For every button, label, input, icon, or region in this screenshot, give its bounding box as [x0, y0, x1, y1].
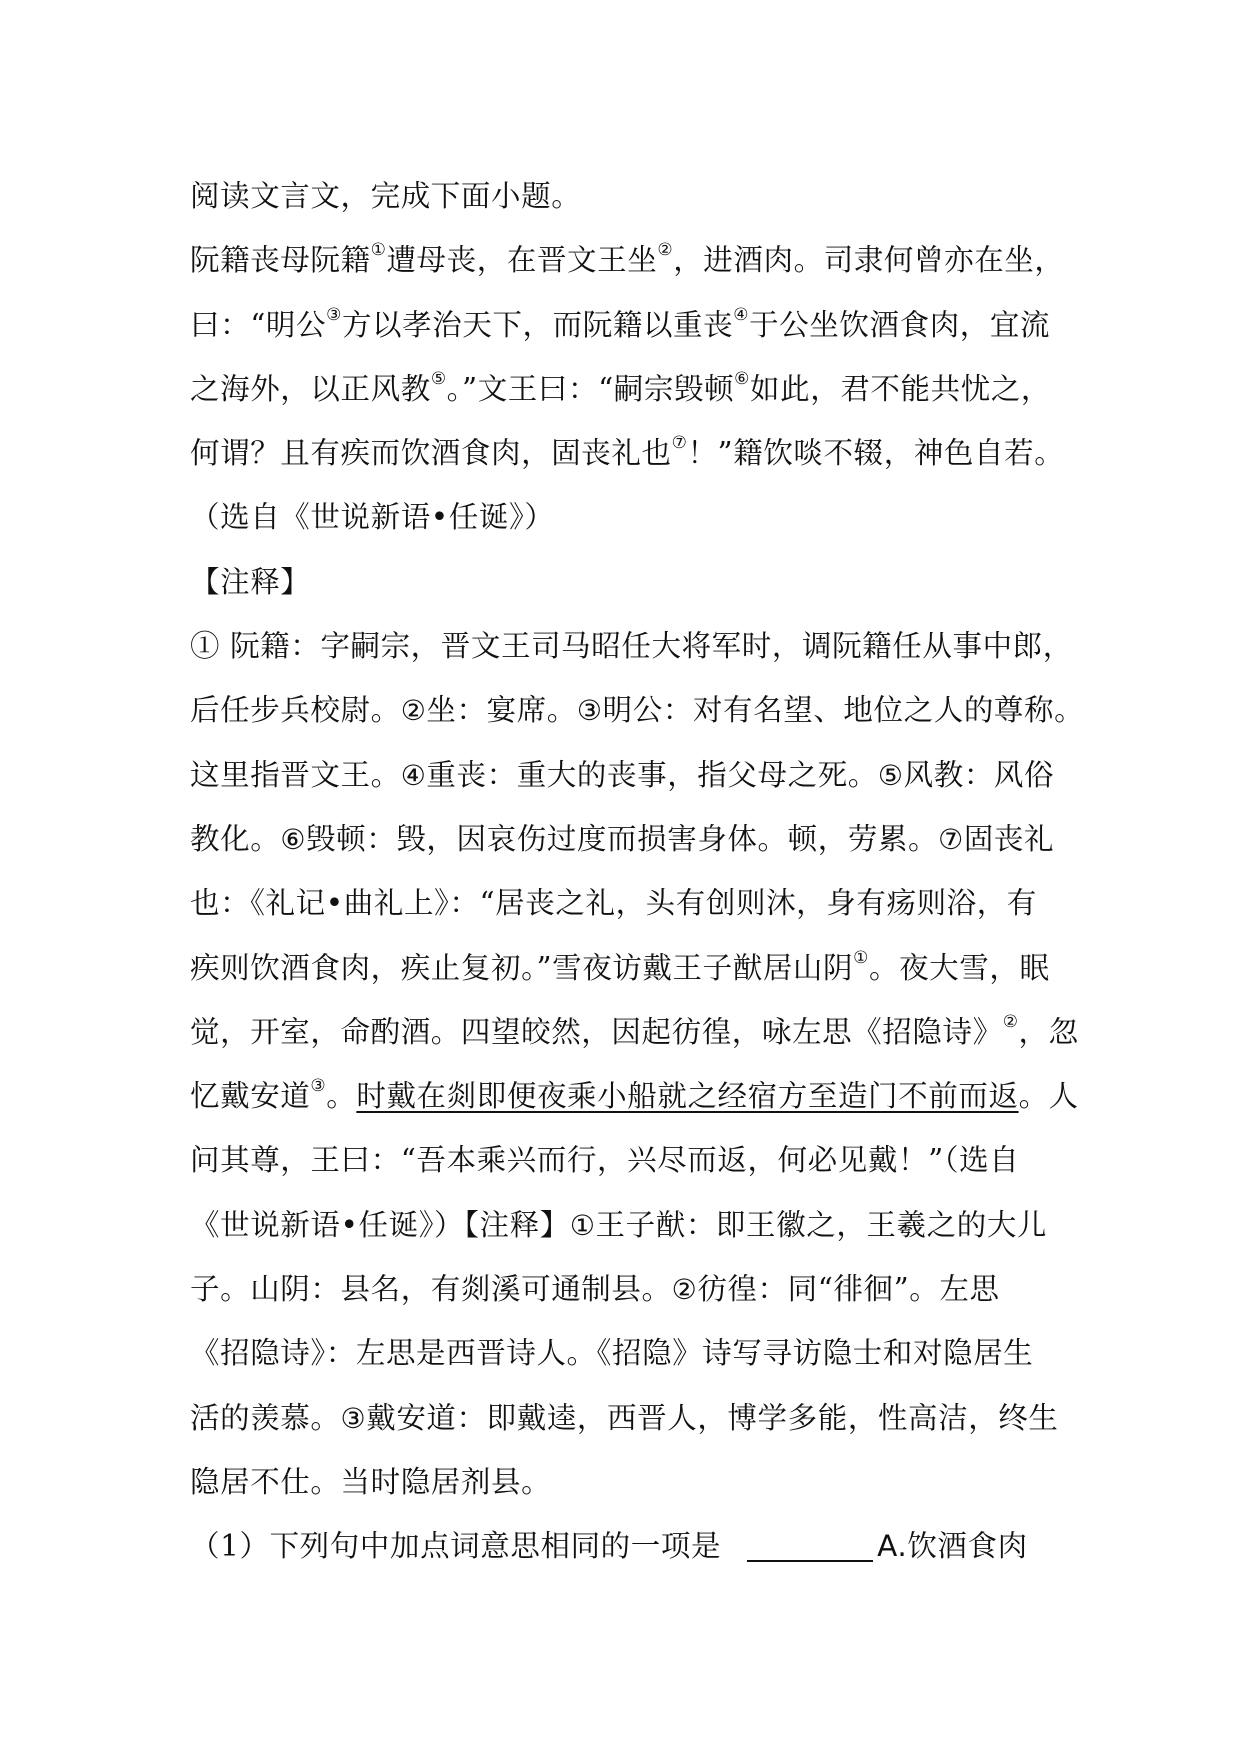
footnote-mark: ⑥ [734, 369, 751, 390]
text-run: 王子猷：即王徽之，王羲之的大儿 [595, 1207, 1048, 1242]
notes2-line-3 [190, 1386, 1062, 1450]
notes1-line-2 [190, 678, 1085, 742]
text-run: 遭母丧，在晋文王坐 [386, 243, 658, 278]
text-run: ！”籍饮啖不辍，神色自若。 [687, 436, 1065, 471]
text-run: 明公：对有名望、地位之人的尊称。 [602, 693, 1085, 728]
text-run: 《世说新语•任诞》）【注释】 [190, 1207, 570, 1242]
notes2-line-2 [190, 1321, 1062, 1385]
underlined-sentence: 时戴在剡即便夜乘小船就之经宿方至造门不前而返 [356, 1079, 1019, 1114]
text-run: 这里指晋文王。 [190, 757, 401, 792]
text-run: 之海外，以正风教 [190, 371, 431, 406]
source-citation: （选自《世说新语•任诞》） [190, 500, 555, 535]
text-run: 戴安道：即戴逵，西晋人，博学多能，性高洁，终生 [366, 1400, 1059, 1435]
text-run: 固丧礼 [963, 821, 1055, 856]
footnote-mark: ① [853, 947, 869, 968]
source-line [190, 485, 1062, 549]
passage1-line-1 [190, 228, 1065, 292]
text-run: 何谓？且有疾而饮酒食肉，固丧礼也 [190, 436, 672, 471]
notes-heading: 【注释】 [190, 564, 311, 599]
note-number: ① [569, 1208, 596, 1242]
text-run: 。 [326, 1079, 357, 1114]
option-text: 饮酒食肉 [907, 1529, 1028, 1564]
text-run: ，进酒肉。司隶何曾亦在坐， [673, 243, 1065, 278]
question-line [190, 1514, 1062, 1578]
note-number: ⑦ [938, 822, 964, 856]
text-run: ① 阮籍：字嗣宗，晋文王司马昭任大将军时，调阮籍任从事中郎， [190, 629, 1073, 664]
note-number: ② [400, 694, 427, 728]
notes2-line-4 [190, 1450, 1062, 1514]
text-run: 彷徨：同“徘徊”。左思 [697, 1272, 1000, 1307]
text-run: 教化。 [190, 821, 281, 856]
text-run: 后任步兵校尉。 [190, 693, 401, 728]
footnote-mark: ③ [326, 304, 342, 325]
text-run: 方以孝治天下，而阮籍以重丧 [341, 307, 734, 342]
text-run: 曰：“明公 [190, 307, 327, 342]
text-run: 。夜大雪，眠 [868, 950, 1050, 985]
answer-blank[interactable] [747, 1534, 873, 1562]
note-number: ⑤ [877, 758, 904, 792]
text-run: 子。山阴：县名，有剡溪可通制县。 [190, 1272, 672, 1307]
document-page [190, 164, 1085, 1579]
text-run: ，忽 [1018, 1014, 1079, 1049]
text-run: 也：《礼记•曲礼上》：“居丧之礼，头有创则沐，身有疡则浴，有 [190, 886, 1037, 921]
text-run: 隐居不仕。当时隐居剂县。 [190, 1464, 552, 1499]
passage2-line-1 [190, 1000, 1079, 1064]
text-run: 于公坐饮酒食肉，宜流 [749, 307, 1051, 342]
footnote-mark: ② [657, 240, 674, 261]
note-number: ④ [400, 758, 427, 792]
text-run: 忆戴安道 [190, 1079, 311, 1114]
text-run: 阮籍丧母阮籍 [190, 243, 371, 278]
notes1-line-5 [190, 871, 1062, 935]
notes1-line-6 [190, 936, 1062, 1000]
option-letter: A. [877, 1529, 908, 1564]
notes2-line-1 [190, 1257, 1062, 1321]
text-run: 重丧：重大的丧事，指父母之死。 [426, 757, 878, 792]
question-stem: （1）下列句中加点词意思相同的一项是 [190, 1529, 722, 1564]
passage2-line-4 [190, 1193, 1062, 1257]
text-run: 坐：宴席。 [426, 693, 577, 728]
notes1-line-3 [190, 743, 1062, 807]
note-number: ⑥ [280, 822, 307, 856]
footnote-mark: ⑤ [430, 369, 447, 390]
text-run: 毁顿：毁，因哀伤过度而损害身体。顿，劳累。 [306, 821, 939, 856]
text-run: 活的羡慕。 [190, 1400, 341, 1435]
note-number: ③ [340, 1401, 367, 1435]
note-number: ② [671, 1273, 698, 1307]
notes-heading-line [190, 550, 1062, 614]
text-run: 风教：风俗 [903, 757, 1055, 792]
instruction-text: 阅读文言文，完成下面小题。 [190, 179, 582, 213]
passage1-line-3 [190, 357, 1062, 421]
text-run: 问其尊，王曰：“吾本乘兴而行，兴尽而返，何必见戴！”（选自 [190, 1143, 1020, 1178]
passage2-line-3 [190, 1128, 1062, 1192]
text-run: 觉，开室，命酌酒。四望皎然，因起彷徨，咏左思《招隐诗》 [190, 1014, 1003, 1049]
text-run: 《招隐诗》：左思是西晋诗人。《招隐》诗写寻访隐士和对隐居生 [190, 1336, 1034, 1371]
footnote-mark: ⑦ [671, 433, 688, 454]
text-run: 疾则饮酒食肉，疾止复初。”雪夜访戴王子猷居山阴 [190, 950, 854, 985]
note-number: ③ [576, 694, 603, 728]
text-run: 。人 [1018, 1079, 1079, 1114]
passage2-line-2 [190, 1064, 1079, 1128]
footnote-mark: ③ [310, 1076, 327, 1097]
text-run: 。”文王曰：“嗣宗毁顿 [446, 371, 735, 406]
passage1-line-2 [190, 293, 1062, 357]
notes1-line-4 [190, 807, 1062, 871]
footnote-mark: ① [370, 240, 387, 261]
footnote-mark: ② [1002, 1012, 1019, 1033]
instruction-line [190, 164, 1062, 228]
footnote-mark: ④ [733, 304, 750, 325]
text-run: 如此，君不能共忧之， [750, 371, 1052, 406]
passage1-line-4 [190, 421, 1065, 485]
notes1-line-1 [190, 614, 1073, 678]
